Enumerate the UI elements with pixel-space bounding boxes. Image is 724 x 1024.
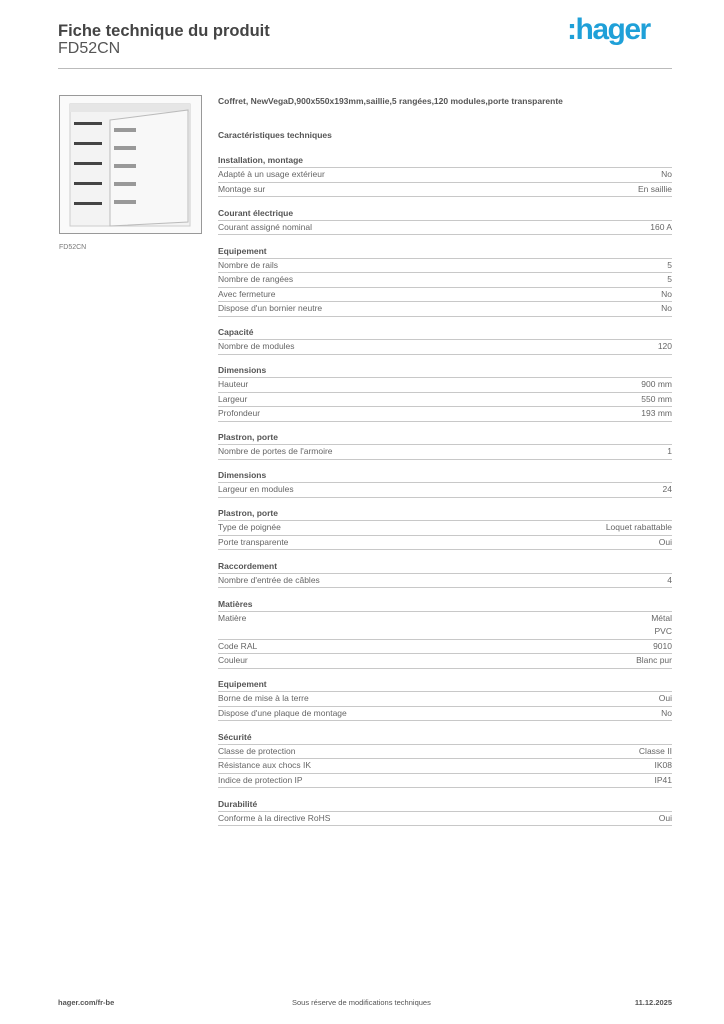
spec-value: 5 [667, 259, 672, 270]
spec-section [218, 507, 672, 550]
spec-label: Nombre de modules [218, 341, 295, 351]
spec-label: Conforme à la directive RoHS [218, 812, 331, 823]
spec-row [218, 745, 672, 760]
spec-value: 4 [667, 574, 672, 585]
spec-section [218, 207, 672, 236]
spec-label: Profondeur [218, 408, 261, 418]
spec-value: IK08 [654, 760, 672, 770]
spec-label: Hauteur [218, 379, 249, 389]
spec-value: No [661, 303, 672, 313]
spec-row [218, 302, 672, 317]
spec-section [218, 326, 672, 355]
section-heading: Plastron, porte [218, 507, 672, 521]
section-heading: Raccordement [218, 560, 672, 574]
spec-label: Dispose d'une plaque de montage [218, 707, 347, 718]
section-heading: Plastron, porte [218, 431, 672, 445]
spec-row [218, 393, 672, 408]
spec-label: Adapté à un usage extérieur [218, 169, 325, 179]
spec-value: 9010 [653, 640, 672, 651]
spec-value: 120 [657, 341, 672, 351]
spec-label: Couleur [218, 655, 248, 665]
spec-section [218, 154, 672, 197]
spec-row [218, 759, 672, 774]
spec-row [218, 288, 672, 303]
spec-section [218, 598, 672, 669]
spec-row [218, 378, 672, 393]
footer-date: 11.12.2025 [634, 998, 672, 1007]
section-heading: Sécurité [218, 731, 672, 745]
spec-row [218, 812, 672, 827]
spec-section [218, 678, 672, 721]
specs-table [218, 130, 672, 826]
spec-value: Blanc pur [636, 655, 672, 665]
spec-value: No [661, 288, 672, 299]
spec-value: 24 [662, 484, 672, 494]
spec-section [218, 431, 672, 460]
spec-row [218, 692, 672, 707]
product-code: FD52CN [58, 40, 121, 57]
spec-label: Avec fermeture [218, 288, 276, 299]
section-heading: Dimensions [218, 469, 672, 483]
section-heading: Dimensions [218, 364, 672, 378]
spec-row [218, 183, 672, 198]
section-heading: Equipement [218, 678, 672, 692]
spec-section [218, 560, 672, 589]
spec-label: Borne de mise à la terre [218, 693, 309, 703]
specs-title: Caractéristiques techniques [218, 130, 332, 140]
footer-notice: Sous réserve de modifications techniques [292, 998, 431, 1007]
section-heading: Equipement [218, 245, 672, 259]
spec-value: 160 A [650, 221, 672, 232]
spec-label: Nombre de rangées [218, 274, 294, 284]
spec-label: Courant assigné nominal [218, 221, 313, 232]
spec-row [218, 574, 672, 589]
spec-value: 1 [667, 446, 672, 456]
spec-value: Oui [658, 812, 672, 823]
spec-label: Nombre de rails [218, 259, 278, 270]
spec-section [218, 364, 672, 422]
spec-value: 5 [667, 274, 672, 284]
spec-value: Métal PVC [651, 612, 672, 636]
spec-value: Classe II [638, 745, 672, 756]
spec-label: Classe de protection [218, 745, 296, 756]
product-description: Coffret, NewVegaD,900x550x193mm,saillie,5 rangées,120 modules,porte transparente [218, 96, 563, 106]
spec-row [218, 273, 672, 288]
spec-row [218, 640, 672, 655]
spec-row [218, 407, 672, 422]
spec-value: Oui [658, 693, 672, 703]
spec-row [218, 612, 672, 640]
image-caption: FD52CN [59, 244, 87, 251]
section-heading: Installation, montage [218, 154, 672, 168]
spec-value: No [661, 169, 672, 179]
spec-section [218, 245, 672, 317]
hager-logo: :hager [567, 13, 650, 46]
page-title: Fiche technique du produit [58, 22, 270, 40]
spec-label: Largeur [218, 393, 248, 404]
spec-value: IP41 [654, 774, 672, 785]
footer-website[interactable]: hager.com/fr-be [58, 998, 115, 1007]
spec-value: 193 mm [641, 408, 672, 418]
spec-row [218, 221, 672, 236]
product-image [59, 95, 202, 234]
spec-section [218, 798, 672, 827]
spec-row [218, 707, 672, 722]
spec-label: Porte transparente [218, 536, 289, 547]
spec-row [218, 483, 672, 498]
header-divider [58, 68, 672, 69]
section-heading: Courant électrique [218, 207, 672, 221]
spec-label: Indice de protection IP [218, 774, 303, 785]
section-heading: Matières [218, 598, 672, 612]
section-heading: Durabilité [218, 798, 672, 812]
spec-label: Largeur en modules [218, 484, 294, 494]
spec-section [218, 731, 672, 789]
spec-value: No [661, 707, 672, 718]
spec-label: Matière [218, 612, 247, 623]
spec-row [218, 654, 672, 669]
spec-row [218, 445, 672, 460]
spec-section [218, 469, 672, 498]
spec-row [218, 774, 672, 789]
spec-label: Code RAL [218, 640, 258, 651]
spec-row [218, 340, 672, 355]
spec-row [218, 521, 672, 536]
spec-value: 550 mm [641, 393, 672, 404]
spec-value: Loquet rabattable [605, 522, 672, 532]
spec-row [218, 536, 672, 551]
spec-value: 900 mm [641, 379, 672, 389]
spec-label: Montage sur [218, 183, 266, 194]
spec-label: Dispose d'un bornier neutre [218, 303, 323, 313]
spec-value: En saillie [637, 183, 672, 194]
spec-label: Nombre d'entrée de câbles [218, 574, 320, 585]
spec-row [218, 259, 672, 274]
spec-label: Type de poignée [218, 522, 281, 532]
spec-value: Oui [658, 536, 672, 547]
spec-label: Résistance aux chocs IK [218, 760, 312, 770]
spec-label: Nombre de portes de l'armoire [218, 446, 333, 456]
section-heading: Capacité [218, 326, 672, 340]
spec-row [218, 168, 672, 183]
